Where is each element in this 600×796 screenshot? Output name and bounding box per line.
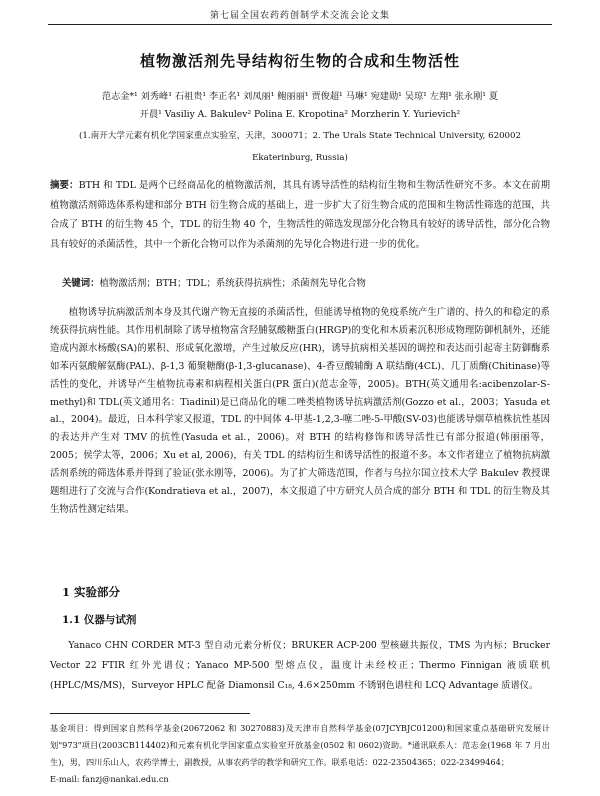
- instruments-section: [50, 636, 550, 696]
- affiliation-line-2: Ekaterinburg, Russia): [252, 153, 348, 163]
- footnote: [50, 720, 550, 788]
- instruments-paragraph: Yanaco CHN CORDER MT-3 型自动元素分析仪；BRUKER ACP-200 型核磁共振仪，TMS 为内标；Brucker Vector 22 FTIR 红外光谱仪；Yanaco MP-500 型熔点仪，温度计未经校正；Thermo Finnigan 液质联机(HPLC/MS/MS)，Surveyor HPLC 配备 Diamonsil C₁₈, 4.6×250mm 不锈钢色谱柱和 LCQ Advantage 质谱仪。: [50, 640, 550, 691]
- author-list: [48, 88, 552, 124]
- keywords-label: 关键词：: [62, 278, 100, 289]
- introduction: [50, 304, 550, 519]
- article-title: 植物激活剂先导结构衍生物的合成和生物活性: [139, 52, 460, 70]
- abstract-label: 摘要：: [50, 180, 79, 191]
- authors-line-1: 范志金*¹ 刘秀峰¹ 石祖贵¹ 李正名¹ 刘凤丽¹ 鲍丽丽¹ 贾俊超¹ 马琳¹ 宛建勋¹ 吴琼¹ 左翔¹ 张永刚¹ 夏: [101, 91, 499, 102]
- subsection-heading: 1.1 仪器与试剂: [62, 614, 137, 626]
- footnote-email: E-mail: fanzj@nankai.edu.cn: [50, 774, 169, 784]
- footnote-text: 基金项目：得到国家自然科学基金(20672062 和 30270883)及天津市自然科学基金(07JCYBJC01200)和国家重点基础研究发展计划"973"项目(2003CB114402)和元素有机化学国家重点实验室开放基金(0502 和 0602)资助。*通讯联系人：范志金(1968 年 7 月出生)，男，四川乐山人，农药学博士，副教授，从事农药学的教学和研究工作。联系电话：022-23504365；022-23499464；: [50, 723, 550, 767]
- authors-line-2: 开晨¹ Vasiliy A. Bakulev² Polina E. Kropotina² Morzherin Y. Yurievich²: [139, 109, 461, 120]
- keywords: [62, 276, 550, 292]
- affiliation-line-1: (1.南开大学元素有机化学国家重点实验室，天津，300071；2. The Urals State Technical University, 620002: [79, 131, 521, 141]
- abstract-text: BTH 和 TDL 是两个已经商品化的植物激活剂，其具有诱导活性的结构衍生物和生物活性研究不多。本文在前期植物激活剂筛选体系构建和部分 BTH 衍生物合成的基础上，进一步扩大了衍生物合成的范围和生物活性筛选的范围，共合成了 BTH 的衍生物 45 个，TDL 的衍生物 40 个，生物活性的筛选发现部分化合物具有较好的诱导活性，部分化合物具有较好的杀菌活性，其中一个新化合物可以作为杀菌剂的先导化合物进行进一步的优化。: [50, 180, 550, 250]
- running-header: 第七届全国农药药创制学术交流会论文集: [48, 8, 552, 25]
- section-heading: 1 实验部分: [62, 585, 121, 599]
- keywords-text: 植物激活剂；BTH；TDL；系统获得抗病性；杀菌剂先导化合物: [99, 278, 366, 289]
- intro-paragraph: 植物诱导抗病激活剂本身及其代谢产物无直接的杀菌活性，但能诱导植物的免疫系统产生广谱的、持久的和稳定的系统获得抗病性能。其作用机制除了诱导植物富含羟脯氨酸糖蛋白(HRGP)的变化和木质素沉积形成物理防御机制外，还能造成内源水杨酸(SA)的累积、形成氧化激增，产生过敏反应(HR)，诱导抗病相关基因的调控和表达而引起寄主防御酶系如苯丙氨酸解氨酶(PAL)、β-1,3 葡聚糖酶(β-1,3-glucanase)、4-香豆酸辅酶 A 联结酶(4CL)、几丁质酶(Chitinase)等活性的变化，并诱导产生植物抗毒素和病程相关蛋白(PR 蛋白)(范志金等，2005)。BTH(英文通用名:acibenzolar-S-methyl)和 TDL(英文通用名：Tiadinil)是已商品化的噻二唑类植物诱导抗病激活剂(Gozzo et al.，2003；Yasuda et al.，2004)。最近，日本科学家又报道，TDL 的中间体 4-甲基-1,2,3-噻二唑-5-甲酸(SV-03)也能诱导烟草植株抗性基因的表达并产生对 TMV 的抗性(Yasuda et al.，2006)。对 BTH 的结构修饰和诱导活性已有部分报道(韩丽丽等，2005；侯学太等，2006；Xu et al, 2006)，有关 TDL 的结构衍生和诱导活性的报道不多。本文作者建立了植物抗病激活剂系统的筛选体系并得到了验证(张永刚等，2006)。为了扩大筛选范围，作者与乌拉尔国立技术大学 Bakulev 教授课题组进行了交流与合作(Kondratieva et al.，2007)，本文报道了中方研究人员合成的部分 BTH 和 TDL 的衍生物及其生物活性测定结果。: [50, 307, 550, 515]
- abstract: [50, 176, 550, 254]
- affiliations: [52, 125, 548, 169]
- footnote-divider: [50, 713, 250, 714]
